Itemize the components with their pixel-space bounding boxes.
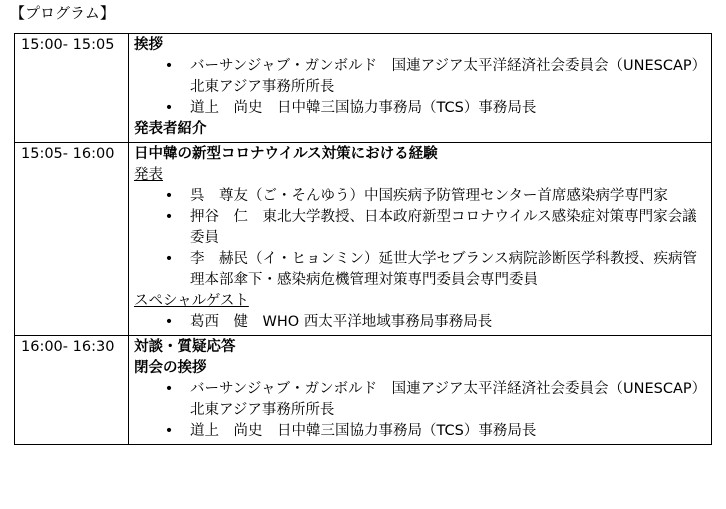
- list-item-text: 李 赫民（イ・ヒョンミン）延世大学セブランス病院診断医学科教授、疾病管理本部傘下・感染病危機管理対策専門委員会専門委員: [190, 251, 698, 288]
- bullet-icon: •: [164, 314, 174, 330]
- content-cell: [129, 34, 712, 143]
- block-title: 日中韓の新型コロナウイルス対策における経験: [134, 146, 438, 162]
- bullet-icon: •: [164, 381, 174, 397]
- block-title: 対談・質疑応答: [134, 339, 236, 355]
- bullet-icon: •: [164, 423, 174, 439]
- list-item: [134, 249, 705, 291]
- list-item-text: 呉 尊友（ご・そんゆう）中国疾病予防管理センター首席感染病学専門家: [190, 188, 668, 204]
- list-item: [134, 186, 705, 207]
- list-item: [134, 421, 705, 442]
- block-title: 閉会の挨拶: [134, 360, 207, 376]
- section-label-line: [134, 291, 705, 312]
- section-label: スペシャルゲスト: [134, 293, 249, 309]
- program-row: [15, 336, 712, 445]
- program-row: [15, 34, 712, 143]
- bullet-icon: •: [164, 58, 174, 74]
- bullet-icon: •: [164, 209, 174, 225]
- block-title-line: [134, 358, 705, 379]
- list-item-text: 押谷 仁 東北大学教授、日本政府新型コロナウイルス感染症対策専門家会議委員: [190, 209, 697, 246]
- section-label-line: [134, 165, 705, 186]
- block-title-line: [134, 337, 705, 358]
- time-cell: 15:00- 15:05: [15, 34, 129, 143]
- list-item-text: 葛西 健 WHO 西太平洋地域事務局事務局長: [190, 314, 493, 330]
- block-title: 発表者紹介: [134, 121, 207, 137]
- list-item-text: バーサンジャブ・ガンボルド 国連アジア太平洋経済社会委員会（UNESCAP）北東アジア事務所所長: [190, 58, 699, 95]
- block-title-line: [134, 119, 705, 140]
- bullet-icon: •: [164, 100, 174, 116]
- bullet-icon: •: [164, 251, 174, 267]
- time-cell: 15:05- 16:00: [15, 143, 129, 336]
- block-title: 挨拶: [134, 37, 163, 53]
- time-cell: 16:00- 16:30: [15, 336, 129, 445]
- program-heading: 【プログラム】: [10, 4, 115, 22]
- content-cell: [129, 143, 712, 336]
- list-item: [134, 98, 705, 119]
- list-item-text: バーサンジャブ・ガンボルド 国連アジア太平洋経済社会委員会（UNESCAP）北東アジア事務所所長: [190, 381, 699, 418]
- list-item: [134, 312, 705, 333]
- section-label: 発表: [134, 167, 163, 183]
- program-table: [14, 33, 712, 445]
- list-item: [134, 379, 705, 421]
- program-row: [15, 143, 712, 336]
- list-item-text: 道上 尚史 日中韓三国協力事務局（TCS）事務局長: [190, 100, 537, 116]
- list-item: [134, 207, 705, 249]
- block-title-line: [134, 35, 705, 56]
- content-cell: [129, 336, 712, 445]
- block-title-line: [134, 144, 705, 165]
- list-item-text: 道上 尚史 日中韓三国協力事務局（TCS）事務局長: [190, 423, 537, 439]
- list-item: [134, 56, 705, 98]
- bullet-icon: •: [164, 188, 174, 204]
